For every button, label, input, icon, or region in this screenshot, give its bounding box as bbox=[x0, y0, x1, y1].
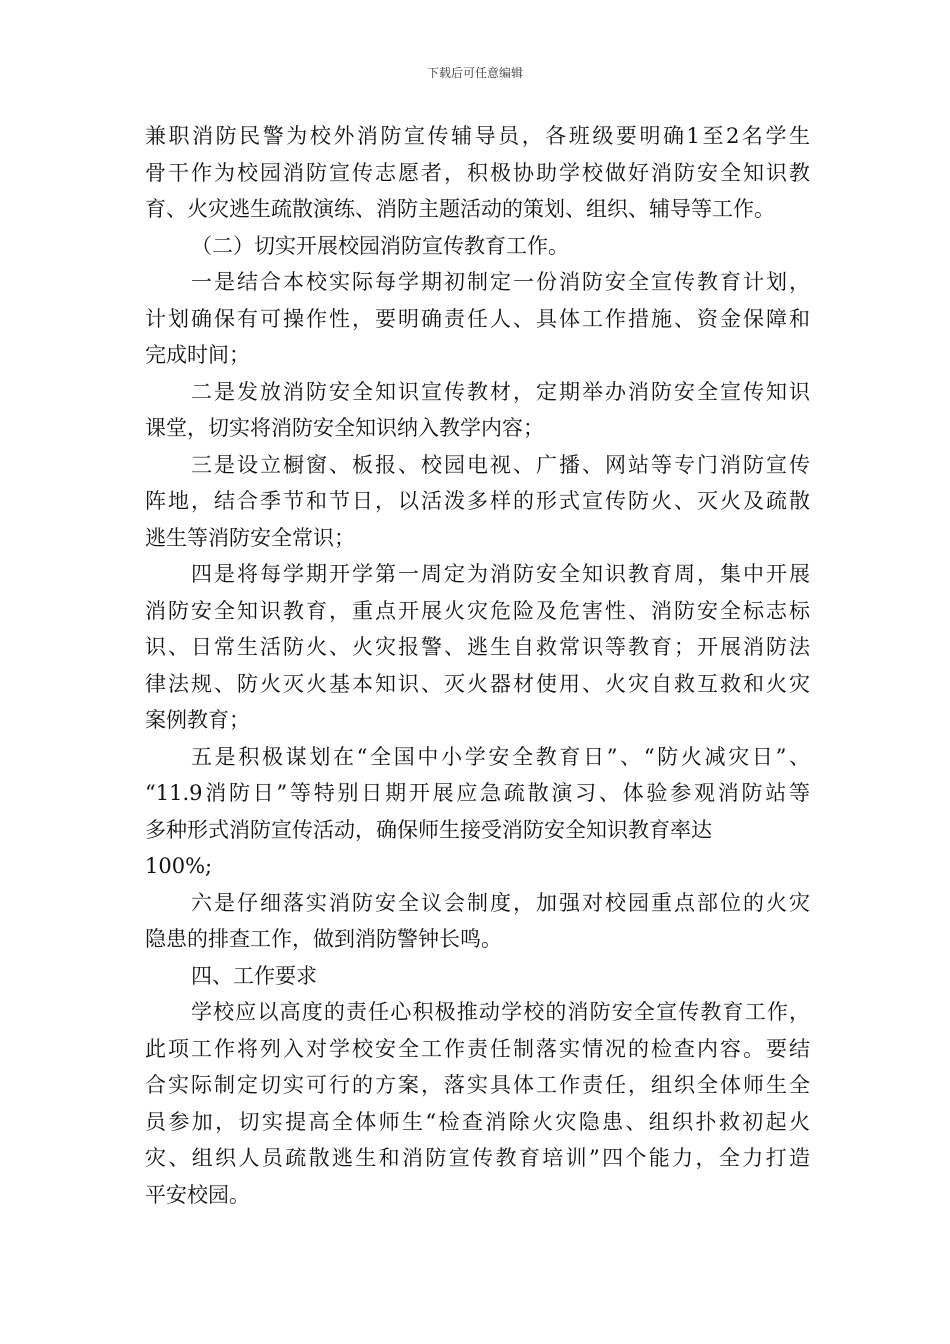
text-line: 案例教育； bbox=[145, 708, 250, 732]
text-line: 三是设立橱窗、板报、校园电视、广播、网站等专门消防宣传 bbox=[191, 452, 810, 477]
text-line: 隐患的排查工作，做到消防警钟长鸣。 bbox=[145, 927, 502, 951]
text-line: “11.9消防日”等特别日期开展应急疏散演习、体验参观消防站等 bbox=[145, 781, 810, 805]
text-line: 律法规、防火灭火基本知识、灭火器材使用、火灾自救互救和火灾 bbox=[145, 671, 810, 696]
text-line: 员参加，切实提高全体师生“检查消除火灾隐患、组织扑救初起火 bbox=[145, 1109, 810, 1134]
text-line: 逃生等消防安全常识； bbox=[145, 525, 355, 550]
text-line: 识、日常生活防火、火灾报警、逃生自救常识等教育；开展消防法 bbox=[145, 635, 810, 659]
text-line: 兼职消防民警为校外消防宣传辅导员，各班级要明确1至2名学生 bbox=[145, 124, 810, 148]
text-line: 此项工作将列入对学校安全工作责任制落实情况的检查内容。要结 bbox=[145, 1036, 810, 1061]
text-line: 一是结合本校实际每学期初制定一份消防安全宣传教育计划， bbox=[191, 270, 810, 294]
text-line: 消防安全知识教育，重点开展火灾危险及危害性、消防安全标志标 bbox=[145, 598, 810, 623]
text-line: 灾、组织人员疏散逃生和消防宣传教育培训”四个能力，全力打造 bbox=[145, 1146, 810, 1170]
text-line: 五是积极谋划在“全国中小学安全教育日”、“防火减灾日”、 bbox=[191, 744, 810, 769]
text-line: 100%; bbox=[145, 854, 213, 878]
section-heading: （二）切实开展校园消防宣传教育工作。 bbox=[191, 233, 569, 258]
header-note: 下载后可任意编辑 bbox=[426, 66, 523, 80]
text-line: 骨干作为校园消防宣传志愿者，积极协助学校做好消防安全知识教 bbox=[145, 160, 810, 185]
text-line: 育、火灾逃生疏散演练、消防主题活动的策划、组织、辅导等工作。 bbox=[145, 197, 775, 221]
text-line: 课堂，切实将消防安全知识纳入教学内容； bbox=[145, 416, 544, 440]
text-line: 二是发放消防安全知识宣传教材，定期举办消防安全宣传知识 bbox=[191, 379, 810, 404]
text-line: 完成时间； bbox=[145, 343, 250, 367]
text-line: 阵地，结合季节和节日，以活泼多样的形式宣传防火、灭火及疏散 bbox=[145, 489, 810, 513]
text-line: 计划确保有可操作性，要明确责任人、具体工作措施、资金保障和 bbox=[145, 306, 810, 331]
text-line: 多种形式消防宣传活动，确保师生接受消防安全知识教育率达 bbox=[145, 817, 712, 842]
text-line: 合实际制定切实可行的方案，落实具体工作责任，组织全体师生全 bbox=[145, 1073, 810, 1097]
text-line: 平安校园。 bbox=[145, 1182, 250, 1207]
text-line: 四是将每学期开学第一周定为消防安全知识教育周，集中开展 bbox=[191, 562, 810, 586]
document-body bbox=[145, 118, 810, 1213]
section-heading: 四、工作要求 bbox=[191, 963, 317, 988]
text-line: 六是仔细落实消防安全议会制度，加强对校园重点部位的火灾 bbox=[191, 890, 810, 915]
text-line: 学校应以高度的责任心积极推动学校的消防安全宣传教育工作， bbox=[191, 1000, 810, 1024]
